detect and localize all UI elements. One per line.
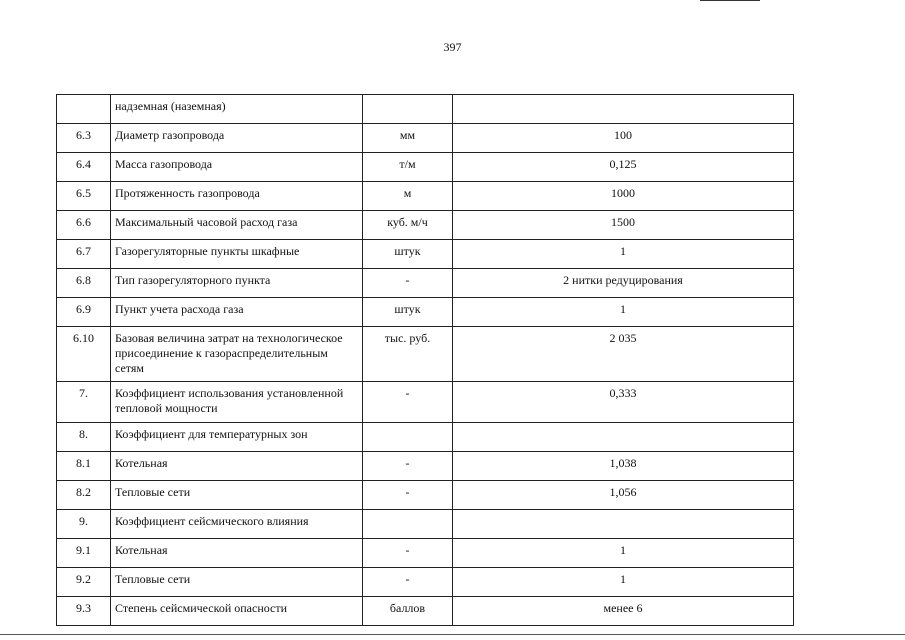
scan-edge-bottom [0,634,905,635]
row-parameter: Степень сейсмической опасности [111,597,363,626]
row-parameter: Базовая величина затрат на технологическое присоединение к газораспределительным сетям [111,327,363,382]
row-number: 9.3 [57,597,111,626]
row-unit: м [363,182,453,211]
table-row [57,423,794,452]
row-number: 9.2 [57,568,111,597]
row-number: 8.1 [57,452,111,481]
table-row [57,568,794,597]
table-row [57,382,794,423]
row-number: 9.1 [57,539,111,568]
row-parameter: Протяженность газопровода [111,182,363,211]
row-number: 6.3 [57,124,111,153]
row-value: 1 [453,298,794,327]
row-number: 6.7 [57,240,111,269]
row-number: 6.8 [57,269,111,298]
row-unit: - [363,382,453,423]
table-row [57,153,794,182]
table-row [57,597,794,626]
row-unit: - [363,481,453,510]
table-row [57,182,794,211]
table-row [57,298,794,327]
scan-edge-top [700,0,760,1]
row-unit: штук [363,240,453,269]
page-number: 397 [443,40,462,54]
table-row [57,539,794,568]
row-number: 6.5 [57,182,111,211]
row-unit: - [363,568,453,597]
row-value: 1500 [453,211,794,240]
row-value: менее 6 [453,597,794,626]
row-unit: куб. м/ч [363,211,453,240]
row-unit: - [363,452,453,481]
row-parameter: Газорегуляторные пункты шкафные [111,240,363,269]
row-value: 1,056 [453,481,794,510]
row-value: 2 нитки редуцирования [453,269,794,298]
row-number: 6.10 [57,327,111,382]
row-parameter: Котельная [111,452,363,481]
row-parameter: Тепловые сети [111,481,363,510]
row-parameter: Коэффициент сейсмического влияния [111,510,363,539]
row-unit [363,423,453,452]
row-unit [363,95,453,124]
row-parameter: Диаметр газопровода [111,124,363,153]
row-parameter: Коэффициент для температурных зон [111,423,363,452]
table-row [57,240,794,269]
table-row [57,95,794,124]
row-unit: баллов [363,597,453,626]
row-unit: т/м [363,153,453,182]
row-number [57,95,111,124]
row-parameter: Тепловые сети [111,568,363,597]
row-value: 1 [453,240,794,269]
row-parameter: Тип газорегуляторного пункта [111,269,363,298]
table-row [57,452,794,481]
table-row [57,124,794,153]
row-parameter: Максимальный часовой расход газа [111,211,363,240]
row-unit: - [363,539,453,568]
table-row [57,269,794,298]
row-unit [363,510,453,539]
row-number: 7. [57,382,111,423]
row-value: 1 [453,539,794,568]
row-number: 6.6 [57,211,111,240]
data-table [56,94,794,626]
row-value [453,423,794,452]
row-parameter: Пункт учета расхода газа [111,298,363,327]
row-number: 6.9 [57,298,111,327]
row-number: 6.4 [57,153,111,182]
row-number: 8.2 [57,481,111,510]
row-number: 9. [57,510,111,539]
row-value: 0,333 [453,382,794,423]
row-value: 1 [453,568,794,597]
row-parameter: Масса газопровода [111,153,363,182]
table-row [57,481,794,510]
row-unit: тыс. руб. [363,327,453,382]
row-parameter: Котельная [111,539,363,568]
row-parameter: Коэффициент использования установленной тепловой мощности [111,382,363,423]
table-row [57,211,794,240]
table-row [57,327,794,382]
row-value [453,510,794,539]
table-row [57,510,794,539]
row-unit: - [363,269,453,298]
row-value: 1,038 [453,452,794,481]
row-parameter: надземная (наземная) [111,95,363,124]
row-value [453,95,794,124]
row-unit: штук [363,298,453,327]
row-value: 1000 [453,182,794,211]
row-value: 100 [453,124,794,153]
row-number: 8. [57,423,111,452]
row-value: 0,125 [453,153,794,182]
row-value: 2 035 [453,327,794,382]
row-unit: мм [363,124,453,153]
